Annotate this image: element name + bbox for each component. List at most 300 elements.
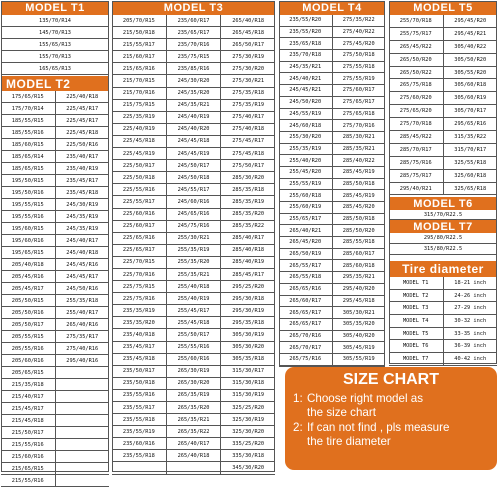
- t2-row: [1, 139, 109, 151]
- t2-row: [1, 163, 109, 175]
- t4-cell: 285/50/R20: [332, 225, 386, 236]
- t4-cell: 305/45/R19: [332, 342, 386, 353]
- t3-row: [112, 426, 275, 438]
- t5-cell: 285/45/R22: [399, 133, 432, 140]
- t3-cell: 235/55/R16: [122, 392, 155, 399]
- model-t3-title: MODEL T3: [163, 2, 224, 14]
- t2-cell: 195/60/R16: [11, 237, 44, 244]
- t4-row: [279, 202, 385, 214]
- t3-row: [112, 281, 275, 293]
- t3-cell: 215/60/R17: [122, 53, 155, 60]
- t3-cell: 215/65/R16: [122, 65, 155, 72]
- t3-cell: 235/45/R17: [122, 344, 155, 351]
- t2-row: [1, 319, 109, 331]
- t3-cell: 245/40/R20: [166, 124, 221, 135]
- t3-cell: 275/35/R19: [220, 100, 275, 111]
- t4-row: [279, 225, 385, 237]
- t4-cell: 285/60/R17: [332, 249, 386, 260]
- t2-cell: 205/50/R16: [11, 309, 44, 316]
- t2-cell: 235/40/R17: [55, 151, 110, 162]
- model-t2-header: [1, 76, 109, 91]
- t3-row: [112, 354, 275, 366]
- t3-row: [112, 293, 275, 305]
- t4-cell: 295/40/R20: [332, 284, 386, 295]
- t3-row: [112, 438, 275, 450]
- t2b-cell: [55, 463, 110, 474]
- t2-cell: 225/45/R18: [55, 127, 110, 138]
- t3-cell: 225/65/R16: [122, 235, 155, 242]
- model-t7-title: MODEL T7: [413, 220, 473, 233]
- tire-cell: 30-32 inch: [443, 315, 498, 327]
- t2-row: [1, 127, 109, 139]
- item-1-line-2: the size chart: [307, 406, 376, 420]
- t2b-cell: [55, 427, 110, 438]
- t5-cell: 295/65/R16: [443, 118, 498, 130]
- t3-cell: 265/50/R17: [220, 39, 275, 50]
- model-t4-title: MODEL T4: [302, 2, 362, 14]
- t2-cell: 245/40/R17: [55, 235, 110, 246]
- t3-cell: 275/30/R19: [220, 51, 275, 62]
- t4-cell: 305/35/R20: [332, 319, 386, 330]
- t3-row: [112, 305, 275, 317]
- t3-cell: 255/30/R21: [166, 233, 221, 244]
- t5-cell: 275/60/R20: [399, 95, 432, 102]
- t2-row: [1, 211, 109, 223]
- model-t2-table: [1, 91, 109, 367]
- t2-cell: 195/60/R15: [11, 225, 44, 232]
- t2-cell: 205/55/R15: [11, 333, 44, 340]
- t3-row: [112, 209, 275, 221]
- t3-cell: 245/35/R20: [166, 88, 221, 99]
- t4-cell: 265/55/R17: [289, 262, 322, 269]
- t4-row: [279, 319, 385, 331]
- t2b-row: [1, 427, 109, 439]
- t2-cell: 185/55/R15: [11, 117, 44, 124]
- t6-cell: 315/70/R22.5: [423, 211, 463, 218]
- t4-cell: 285/60/R18: [332, 260, 386, 271]
- model-t3-table: [112, 15, 275, 475]
- t2b-cell: 215/45/R18: [11, 417, 44, 424]
- t3-cell: 235/70/R16: [166, 39, 221, 50]
- tire-row: [389, 340, 497, 353]
- t1-cell: 165/65/R13: [39, 65, 71, 72]
- t4-cell: 275/70/R16: [332, 120, 386, 131]
- t3-cell: 275/50/R17: [220, 160, 275, 171]
- t3-cell: 295/30/R19: [220, 305, 275, 316]
- t2-row: [1, 187, 109, 199]
- t3-cell: 245/45/R19: [166, 148, 221, 159]
- tire-cell: MODEL T7: [402, 355, 429, 362]
- t4-row: [279, 97, 385, 109]
- t5-cell: 305/60/R19: [443, 92, 498, 104]
- t5-row: [389, 183, 497, 196]
- t2-cell: 195/55/R16: [11, 213, 44, 220]
- t4-cell: 255/65/R17: [289, 216, 322, 223]
- t4-cell: 275/35/R22: [332, 15, 386, 26]
- t3-row: [112, 414, 275, 426]
- t4-cell: 285/40/R22: [332, 155, 386, 166]
- t4-row: [279, 120, 385, 132]
- t4-cell: 305/30/R21: [332, 307, 386, 318]
- tire-cell: MODEL T3: [402, 305, 429, 312]
- t3-row: [112, 221, 275, 233]
- t3-cell: 245/60/R16: [166, 196, 221, 207]
- t2-row: [1, 103, 109, 115]
- t4-cell: 255/35/R19: [289, 145, 322, 152]
- t3-cell: 205/70/R15: [122, 17, 155, 24]
- t3-cell: 295/30/R18: [220, 293, 275, 304]
- t3-row: [112, 124, 275, 136]
- t4-cell: 275/65/R17: [332, 97, 386, 108]
- t7-cell: 295/80/R22.5: [423, 235, 463, 241]
- size-chart-title: SIZE CHART: [343, 371, 439, 388]
- t3-cell: 235/55/R18: [122, 416, 155, 423]
- t4-cell: 265/65/R17: [289, 309, 322, 316]
- t3-cell: 245/40/R19: [166, 112, 221, 123]
- t5-cell: 295/40/R21: [399, 185, 432, 192]
- t4-cell: 255/30/R20: [289, 134, 322, 141]
- t5-cell: 285/70/R17: [399, 146, 432, 153]
- t3-cell: 335/25/R20: [220, 438, 275, 449]
- t3-cell: 265/45/R18: [220, 27, 275, 38]
- t5-row: [389, 92, 497, 105]
- t2-cell: 295/40/R16: [55, 355, 110, 366]
- item-2-number: 2:: [293, 420, 303, 434]
- tire-row: [389, 328, 497, 341]
- t3-cell: 325/25/R20: [220, 402, 275, 413]
- t5-cell: 305/40/R22: [443, 41, 498, 53]
- t5-cell: 275/70/R18: [399, 121, 432, 128]
- t4-cell: 265/70/R16: [289, 332, 322, 339]
- t4-cell: 285/55/R18: [332, 237, 386, 248]
- t4-cell: 245/55/R19: [289, 110, 322, 117]
- t2b-cell: [55, 451, 110, 462]
- t3-cell: 305/30/R20: [220, 342, 275, 353]
- t4-cell: 285/50/R18: [332, 214, 386, 225]
- t3-cell: 245/55/R17: [166, 184, 221, 195]
- t2b-cell: [55, 475, 110, 486]
- t2-row: [1, 343, 109, 355]
- t4-row: [279, 167, 385, 179]
- tire-diameter-title: Tire diameter: [402, 262, 484, 276]
- t3-cell: 215/55/R17: [122, 41, 155, 48]
- t2b-cell: 215/50/R17: [11, 429, 44, 436]
- t2-cell: 245/40/R18: [55, 247, 110, 258]
- t4-cell: 275/50/R18: [332, 50, 386, 61]
- t2-row: [1, 199, 109, 211]
- t3-cell: 245/50/R17: [166, 160, 221, 171]
- t3-cell: 265/35/R22: [166, 426, 221, 437]
- t5-cell: 285/75/R17: [399, 172, 432, 179]
- t2-cell: 265/40/R16: [55, 319, 110, 330]
- t4-cell: 255/55/R19: [289, 180, 322, 187]
- t4-cell: 265/75/R16: [289, 356, 322, 363]
- t3-row: [112, 269, 275, 281]
- t2b-row: [1, 439, 109, 451]
- t2-row: [1, 223, 109, 235]
- t4-row: [279, 144, 385, 156]
- t2-cell: 275/35/R17: [55, 331, 110, 342]
- t3-cell: 295/35/R18: [220, 317, 275, 328]
- t3-cell: 255/55/R16: [166, 342, 221, 353]
- t3-row: [112, 39, 275, 51]
- t3-cell: 315/30/R19: [220, 390, 275, 401]
- t2b-cell: 215/35/R18: [11, 381, 44, 388]
- t3-cell: 245/50/R18: [166, 172, 221, 183]
- t2-cell: 185/55/R16: [11, 129, 44, 136]
- t3-cell: 225/45/R18: [122, 138, 155, 145]
- t2-row: [1, 235, 109, 247]
- t3-cell: 265/35/R20: [166, 402, 221, 413]
- t5-row: [389, 157, 497, 170]
- item-1-line-1: Choose right model as: [307, 392, 423, 405]
- t3-cell: 215/75/R15: [122, 102, 155, 109]
- t3-cell: 335/30/R18: [220, 450, 275, 461]
- t3-cell: 225/60/R17: [122, 223, 155, 230]
- t2-row: [1, 307, 109, 319]
- t3-row: [112, 100, 275, 112]
- model-t4-table: [279, 15, 385, 366]
- t5-cell: 285/75/R16: [399, 159, 432, 166]
- t3-cell: 285/35/R22: [220, 221, 275, 232]
- t3-cell: 275/30/R20: [220, 63, 275, 74]
- t3-cell: 255/35/R20: [166, 257, 221, 268]
- model-t7-header: [389, 220, 497, 233]
- t3-row: [112, 63, 275, 75]
- t5-cell: 265/45/R22: [399, 43, 432, 50]
- t3-row: [112, 390, 275, 402]
- t3-cell: 225/45/R19: [122, 150, 155, 157]
- t3-cell: 305/30/R19: [220, 329, 275, 340]
- t3-cell: 235/50/R18: [122, 380, 155, 387]
- t2-cell: 195/55/R15: [11, 201, 44, 208]
- t3-cell: 275/45/R18: [220, 148, 275, 159]
- t3-cell: 235/55/R17: [122, 404, 155, 411]
- tire-cell: MODEL T5: [402, 330, 429, 337]
- t3-cell: 225/55/R16: [122, 186, 155, 193]
- t5-cell: 265/50/R22: [399, 69, 432, 76]
- t3-cell: 235/40/R18: [122, 331, 155, 338]
- t2b-cell: [55, 415, 110, 426]
- model-t1-table: [1, 15, 109, 75]
- t1-cell: 135/70/R14: [39, 17, 71, 24]
- tire-cell: MODEL T6: [402, 343, 429, 350]
- t4-cell: 285/45/R19: [332, 167, 386, 178]
- t3-cell: 255/50/R17: [166, 329, 221, 340]
- t4-cell: 265/60/R17: [289, 297, 322, 304]
- t4-row: [279, 307, 385, 319]
- t4-cell: 265/50/R19: [289, 251, 322, 258]
- t4-cell: 285/45/R19: [332, 190, 386, 201]
- model-t6-header: [389, 197, 497, 210]
- t2-row: [1, 259, 109, 271]
- t3-cell: 225/70/R15: [122, 259, 155, 266]
- tire-row: [389, 315, 497, 328]
- tire-cell: 40-42 inch: [443, 353, 498, 365]
- t4-cell: 285/35/R21: [332, 144, 386, 155]
- t5-cell: 315/35/R22: [443, 131, 498, 143]
- t3-cell: 275/40/R18: [220, 124, 275, 135]
- t4-row: [279, 260, 385, 272]
- t3-cell: 235/55/R18: [122, 452, 155, 459]
- tire-diameter-header: [389, 261, 497, 277]
- t4-cell: 265/40/R21: [289, 227, 322, 234]
- t3-cell: 275/35/R18: [220, 88, 275, 99]
- t4-cell: 255/60/R18: [289, 192, 322, 199]
- t2b-cell: [55, 379, 110, 390]
- t5-row: [389, 118, 497, 131]
- t3-cell: 265/35/R19: [166, 390, 221, 401]
- t5-cell: 305/50/R20: [443, 54, 498, 66]
- tire-row: [389, 277, 497, 290]
- t2-cell: 175/70/R14: [11, 105, 44, 112]
- t1-row: [1, 15, 109, 27]
- t3-cell: 255/35/R19: [166, 245, 221, 256]
- t3-cell: 225/75/R15: [122, 283, 155, 290]
- t3-cell: 275/40/R17: [220, 112, 275, 123]
- t3-cell: 315/30/R18: [220, 378, 275, 389]
- t3-cell: 215/50/R18: [122, 29, 155, 36]
- t4-cell: 275/45/R20: [332, 38, 386, 49]
- t2-row: [1, 283, 109, 295]
- tire-cell: MODEL T4: [402, 317, 429, 324]
- t6-row: [389, 210, 497, 220]
- tire-row: [389, 353, 497, 366]
- t3-cell: 265/40/R17: [166, 438, 221, 449]
- t3-cell: 215/70/R16: [122, 90, 155, 97]
- t4-row: [279, 354, 385, 366]
- t3-row: [112, 342, 275, 354]
- t3-row: [112, 88, 275, 100]
- t2b-cell: 205/65/R15: [11, 369, 44, 376]
- t4-cell: 265/70/R17: [289, 344, 322, 351]
- t4-row: [279, 38, 385, 50]
- tire-row: [389, 290, 497, 303]
- t2-cell: 235/40/R19: [55, 163, 110, 174]
- t3-cell: 345/30/R20: [220, 462, 275, 473]
- t3-row: [112, 136, 275, 148]
- item-1-number: 1:: [293, 392, 303, 405]
- t4-row: [279, 109, 385, 121]
- t3-cell: 255/35/R21: [166, 269, 221, 280]
- t4-row: [279, 50, 385, 62]
- t7-row: [389, 233, 497, 244]
- t2-cell: 225/40/R18: [55, 91, 110, 102]
- t3-row: [112, 184, 275, 196]
- tire-cell: 18-21 inch: [443, 277, 498, 289]
- t3-cell: 245/45/R18: [166, 136, 221, 147]
- t7-cell: 315/80/R22.5: [423, 246, 463, 252]
- t3-cell: 235/55/R19: [122, 428, 155, 435]
- model-t5-header: [389, 1, 497, 15]
- t2-row: [1, 247, 109, 259]
- t2b-row: [1, 463, 109, 475]
- t4-cell: 305/55/R19: [332, 354, 386, 365]
- t4-row: [279, 62, 385, 74]
- t3-row: [112, 378, 275, 390]
- t5-row: [389, 67, 497, 80]
- t2-cell: 245/35/R19: [55, 211, 110, 222]
- t4-row: [279, 15, 385, 27]
- t4-cell: 265/65/R17: [289, 321, 322, 328]
- t2-cell: 195/50/R15: [11, 177, 44, 184]
- t3-cell: 245/35/R21: [166, 100, 221, 111]
- model-t5-table: [389, 15, 497, 195]
- model-t2-extra-table: [1, 367, 109, 487]
- t3-row: [112, 245, 275, 257]
- tire-cell: MODEL T1: [402, 279, 429, 286]
- t2-cell: 255/40/R17: [55, 307, 110, 318]
- t3-cell: 235/85/R16: [166, 63, 221, 74]
- t3-row: [112, 366, 275, 378]
- t2-cell: 225/45/R17: [55, 103, 110, 114]
- t4-row: [279, 342, 385, 354]
- t5-row: [389, 170, 497, 183]
- t5-cell: 325/55/R18: [443, 157, 498, 169]
- t5-cell: 265/75/R18: [399, 82, 432, 89]
- t3-cell: 235/45/R18: [122, 356, 155, 363]
- t3-cell: 225/50/R18: [122, 174, 155, 181]
- t2b-cell: 215/40/R17: [11, 393, 44, 400]
- t2-cell: 245/35/R19: [55, 223, 110, 234]
- t2-cell: 175/65/R15: [11, 93, 44, 100]
- t4-row: [279, 73, 385, 85]
- t3-cell: 285/40/R18: [220, 245, 275, 256]
- t3-cell: 315/30/R17: [220, 366, 275, 377]
- t4-cell: 235/55/R20: [289, 17, 322, 24]
- t3-cell: 235/35/R20: [122, 319, 155, 326]
- t4-cell: 275/55/R18: [332, 62, 386, 73]
- t2-cell: 225/45/R17: [55, 115, 110, 126]
- t5-cell: 275/65/R20: [399, 108, 432, 115]
- t3-cell: 265/40/R18: [220, 15, 275, 26]
- t2b-cell: [55, 367, 110, 378]
- model-t1-title: MODEL T1: [25, 2, 85, 14]
- t3-cell: 225/65/R17: [122, 247, 155, 254]
- t2b-row: [1, 475, 109, 487]
- t4-cell: 245/35/R21: [289, 64, 322, 71]
- t2b-cell: 215/55/R16: [11, 477, 44, 484]
- t3-row: [112, 233, 275, 245]
- t2-row: [1, 115, 109, 127]
- t4-cell: 275/65/R18: [332, 109, 386, 120]
- t3-row: [112, 257, 275, 269]
- size-chart-item-2: [293, 421, 489, 435]
- t4-row: [279, 296, 385, 308]
- t3-cell: 225/40/R19: [122, 126, 155, 133]
- t5-cell: 325/65/R18: [443, 183, 498, 195]
- t1-row: [1, 51, 109, 63]
- t3-cell: 225/70/R16: [122, 271, 155, 278]
- t3-cell: 255/40/R19: [166, 293, 221, 304]
- t2b-cell: 215/55/R16: [11, 441, 44, 448]
- t3-cell: 235/75/R15: [166, 51, 221, 62]
- t3-cell: 285/35/R18: [220, 184, 275, 195]
- t2-cell: 205/50/R17: [11, 321, 44, 328]
- t2b-cell: [55, 391, 110, 402]
- t4-cell: 275/60/R17: [332, 85, 386, 96]
- t3-cell: 235/50/R17: [122, 368, 155, 375]
- t3-row: [112, 160, 275, 172]
- t4-cell: 265/45/R20: [289, 239, 322, 246]
- t4-cell: 285/30/R21: [332, 132, 386, 143]
- t5-row: [389, 54, 497, 67]
- t4-cell: 305/40/R20: [332, 331, 386, 342]
- t3-row: [112, 329, 275, 341]
- tire-cell: 27-29 inch: [443, 302, 498, 314]
- t2-cell: 205/60/R16: [11, 357, 44, 364]
- t4-cell: 245/60/R18: [289, 122, 322, 129]
